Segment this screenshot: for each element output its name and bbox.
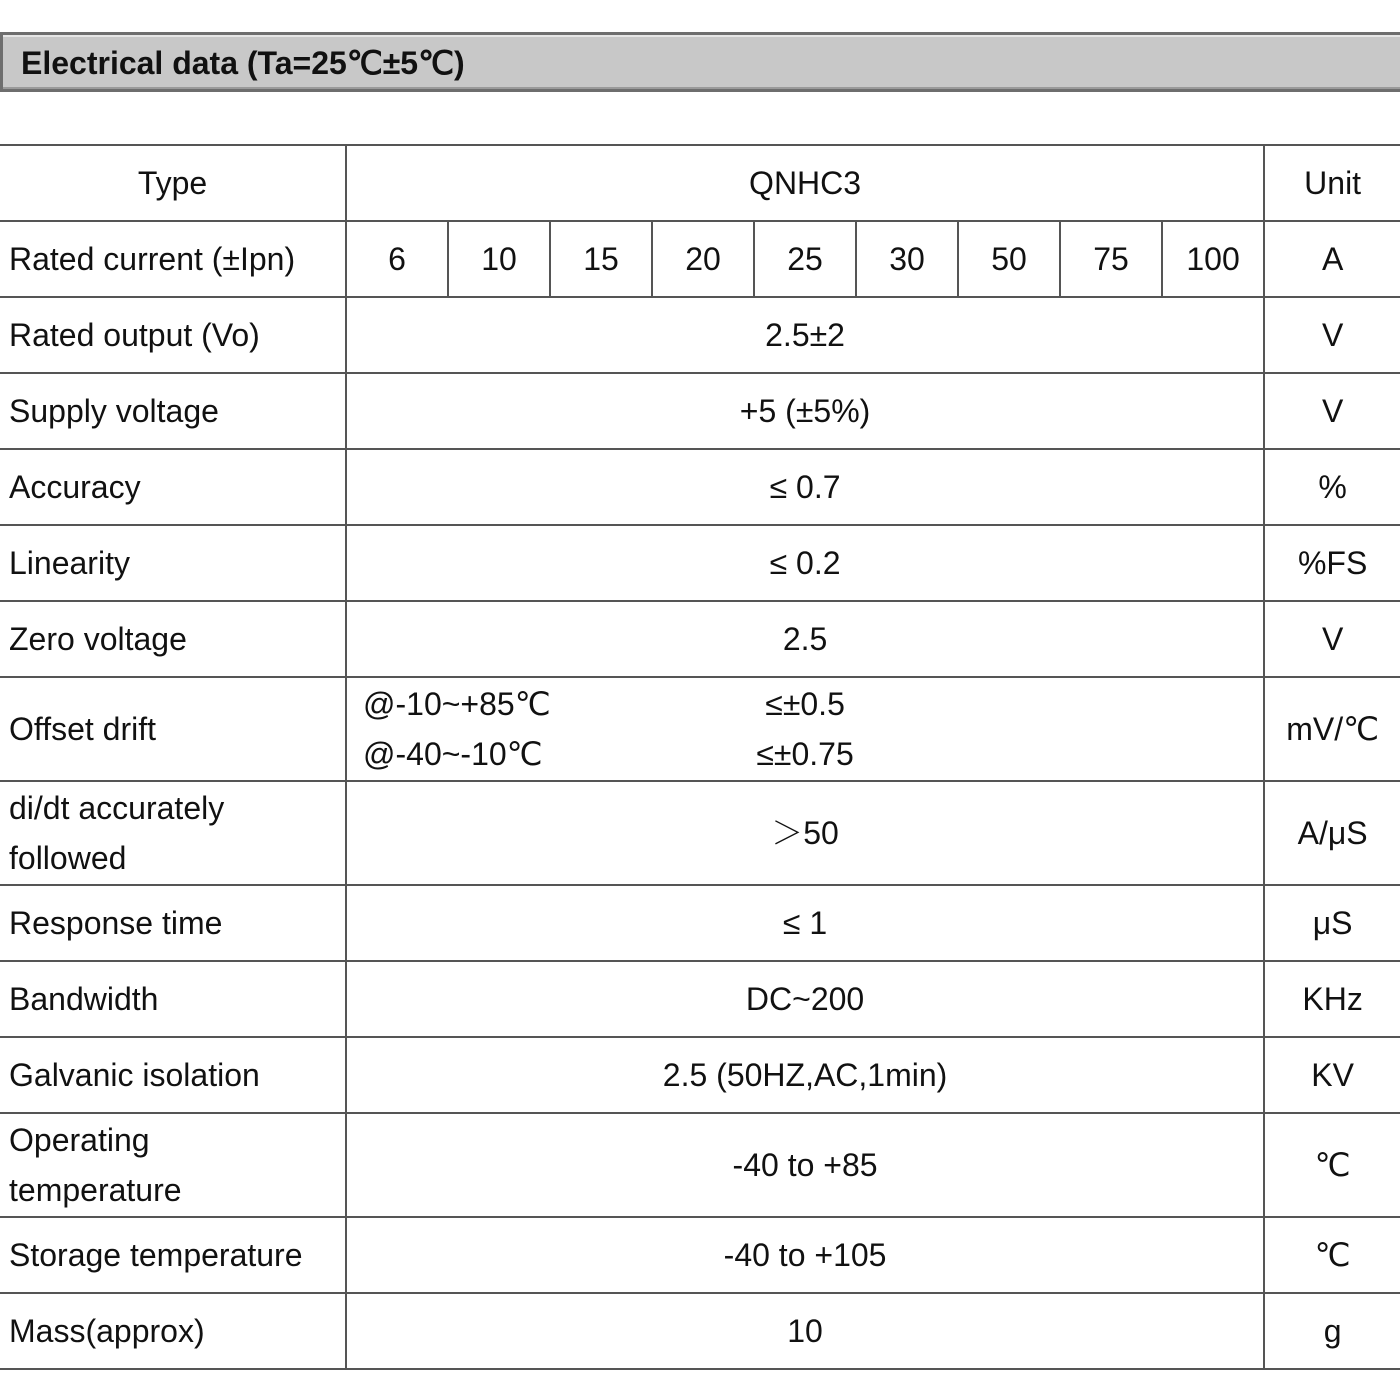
offset-drift-line — [347, 679, 1263, 729]
row-unit: mV/℃ — [1264, 677, 1400, 781]
rated-current-value: 6 — [346, 221, 448, 297]
rated-current-value: 100 — [1162, 221, 1264, 297]
row-unit: ℃ — [1264, 1113, 1400, 1217]
rated-current-value: 15 — [550, 221, 652, 297]
rated-current-value: 30 — [856, 221, 958, 297]
offset-drift-range: @-10~+85℃ — [363, 686, 551, 722]
table-row — [0, 373, 1400, 449]
table-row — [0, 297, 1400, 373]
table-row — [0, 525, 1400, 601]
row-unit: A/μS — [1264, 781, 1400, 885]
table-row — [0, 449, 1400, 525]
row-unit: KHz — [1264, 961, 1400, 1037]
table-row — [0, 1113, 1400, 1217]
row-label: Rated current (±Ipn) — [0, 221, 346, 297]
row-label: Accuracy — [0, 449, 346, 525]
row-unit: A — [1264, 221, 1400, 297]
row-unit: V — [1264, 297, 1400, 373]
model-header: QNHC3 — [346, 145, 1264, 221]
row-label: di/dt accurately followed — [0, 781, 346, 885]
row-unit: μS — [1264, 885, 1400, 961]
row-label: Zero voltage — [0, 601, 346, 677]
row-label: Rated output (Vo) — [0, 297, 346, 373]
table-row — [0, 1217, 1400, 1293]
row-label: Galvanic isolation — [0, 1037, 346, 1113]
table-row — [0, 885, 1400, 961]
offset-drift-values — [346, 677, 1264, 781]
offset-drift-line — [347, 729, 1263, 779]
offset-drift-range: @-40~-10℃ — [363, 736, 543, 772]
row-label: Bandwidth — [0, 961, 346, 1037]
row-value: ＞50 — [346, 781, 1264, 885]
type-header: Type — [0, 145, 346, 221]
row-unit: %FS — [1264, 525, 1400, 601]
row-unit: V — [1264, 373, 1400, 449]
table-header-row — [0, 145, 1400, 221]
rated-current-value: 10 — [448, 221, 550, 297]
row-unit: g — [1264, 1293, 1400, 1369]
row-label: Linearity — [0, 525, 346, 601]
row-value: 2.5±2 — [346, 297, 1264, 373]
row-value: -40 to +85 — [346, 1113, 1264, 1217]
section-header — [0, 32, 1400, 92]
rated-current-value: 50 — [958, 221, 1060, 297]
rated-current-value: 75 — [1060, 221, 1162, 297]
row-value: ≤ 0.2 — [346, 525, 1264, 601]
row-value: 2.5 (50HZ,AC,1min) — [346, 1037, 1264, 1113]
row-unit: ℃ — [1264, 1217, 1400, 1293]
rated-current-value: 25 — [754, 221, 856, 297]
row-value: 2.5 — [346, 601, 1264, 677]
electrical-data-table — [0, 144, 1400, 1370]
rated-current-row — [0, 221, 1400, 297]
offset-drift-value: ≤±0.75 — [756, 736, 854, 772]
row-label: Response time — [0, 885, 346, 961]
row-value: DC~200 — [346, 961, 1264, 1037]
offset-drift-value: ≤±0.5 — [765, 686, 845, 722]
row-unit: KV — [1264, 1037, 1400, 1113]
row-label: Storage temperature — [0, 1217, 346, 1293]
row-value: ≤ 1 — [346, 885, 1264, 961]
offset-drift-row — [0, 677, 1400, 781]
row-label: Mass(approx) — [0, 1293, 346, 1369]
table-row — [0, 781, 1400, 885]
unit-header: Unit — [1264, 145, 1400, 221]
table-row — [0, 1037, 1400, 1113]
section-title: Electrical data (Ta=25℃±5℃) — [21, 45, 465, 81]
table-row — [0, 961, 1400, 1037]
row-value: -40 to +105 — [346, 1217, 1264, 1293]
row-value: +5 (±5%) — [346, 373, 1264, 449]
rated-current-value: 20 — [652, 221, 754, 297]
row-value: ≤ 0.7 — [346, 449, 1264, 525]
row-label: Operating temperature — [0, 1113, 346, 1217]
row-unit: % — [1264, 449, 1400, 525]
row-unit: V — [1264, 601, 1400, 677]
row-label: Supply voltage — [0, 373, 346, 449]
table-row — [0, 601, 1400, 677]
row-value: 10 — [346, 1293, 1264, 1369]
row-label: Offset drift — [0, 677, 346, 781]
table-row — [0, 1293, 1400, 1369]
